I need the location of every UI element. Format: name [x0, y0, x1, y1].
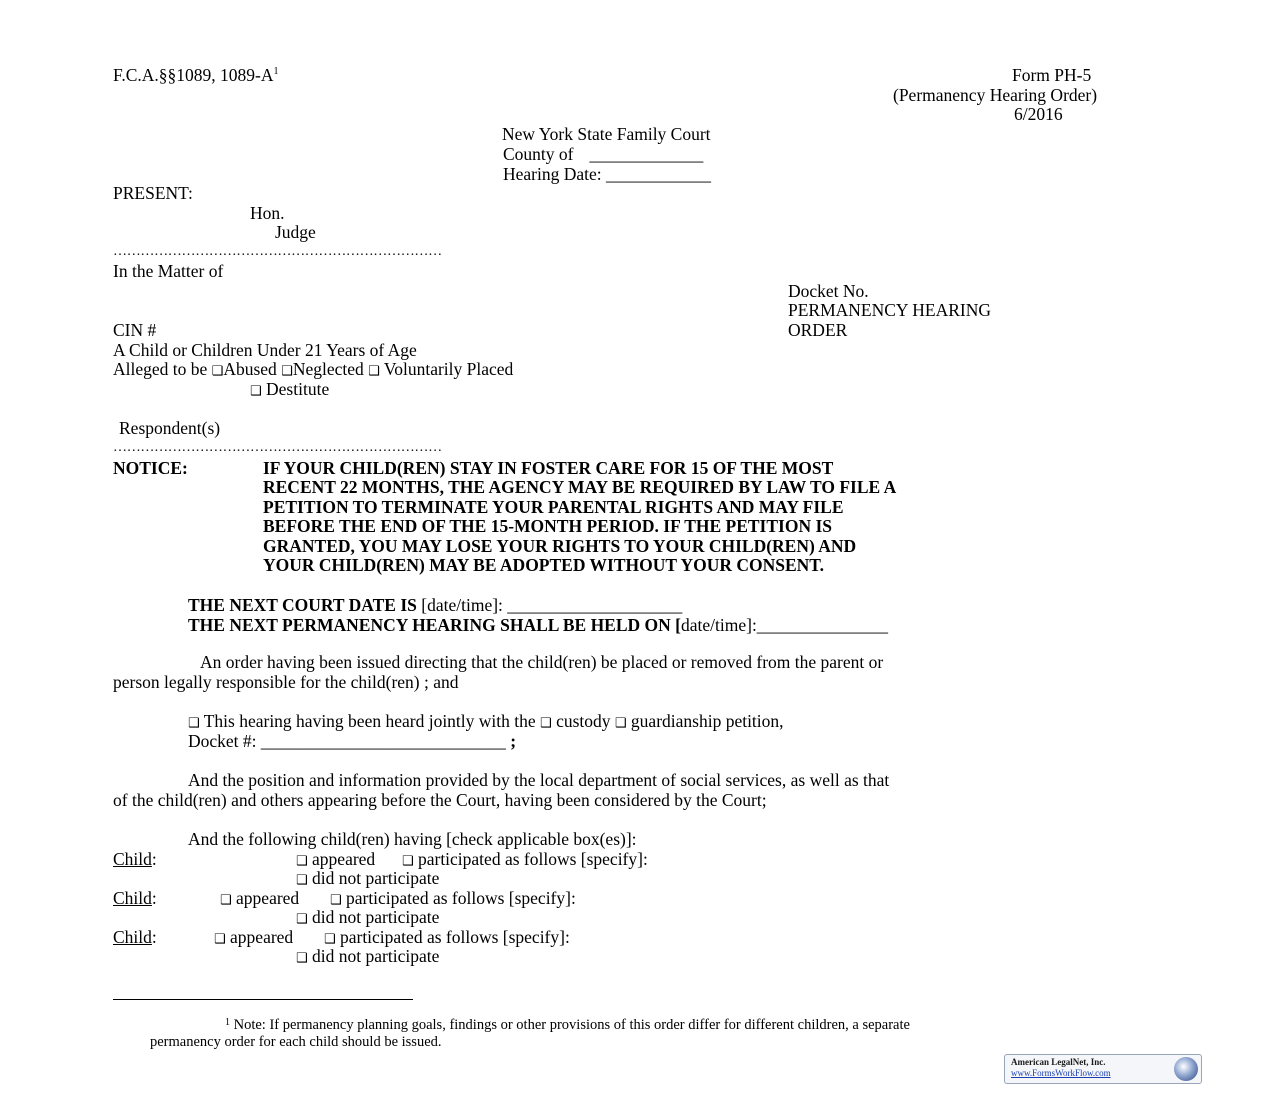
- footnote-text-cont: permanency order for each child should be issued.: [150, 1034, 442, 1050]
- statute-citation: F.C.A.§§1089, $1089-A^1$: [113, 65, 279, 85]
- alleged-line: Alleged to be ❑Abused ❑Neglected ❑ Voluntarily Placed: [113, 359, 514, 379]
- globe-icon: [1174, 1057, 1198, 1081]
- child-did-not-participate: ❑ did not participate: [296, 868, 440, 888]
- form-date: 6/2016: [1014, 104, 1063, 124]
- notice-label: NOTICE:: [113, 458, 188, 478]
- child-label: Child:: [113, 849, 157, 869]
- child-description: A Child or Children Under 21 Years of Age: [113, 340, 417, 360]
- footnote-text: $^1$ Note: If permanency planning goals, findings or other provisions of this order differ for different children, a separate: [225, 1017, 910, 1033]
- checkbox-abused-icon[interactable]: ❑: [211, 364, 224, 379]
- checkbox-joint-icon[interactable]: ❑: [188, 716, 200, 731]
- joint-hearing-line: ❑ This hearing having been heard jointly with the ❑ custody ❑ guardianship petition,: [188, 711, 784, 731]
- next-permanency-date-field[interactable]: date/time]:_______________: [681, 615, 889, 635]
- checkbox-did-not-participate-icon[interactable]: ❑: [296, 873, 308, 888]
- child-did-not-participate: ❑ did not participate: [296, 907, 440, 927]
- following-children: And the following child(ren) having [check applicable box(es)]:: [188, 829, 637, 849]
- american-legalnet-logo[interactable]: [1004, 1054, 1202, 1084]
- notice-line: RECENT 22 MONTHS, THE AGENCY MAY BE REQUIRED BY LAW TO FILE A: [263, 477, 897, 497]
- checkbox-appeared-icon[interactable]: ❑: [214, 932, 226, 947]
- document-title: PERMANENCY HEARING: [788, 300, 992, 320]
- county-field[interactable]: _____________: [589, 144, 704, 164]
- destitute-line: ❑ Destitute: [250, 379, 330, 399]
- cin-label: CIN #: [113, 320, 157, 340]
- hearing-date-line: Hearing Date: ____________: [503, 164, 712, 184]
- child-options: ❑ appeared ❑ participated as follows [specify]:: [220, 888, 576, 908]
- notice-line: GRANTED, YOU MAY LOSE YOUR RIGHTS TO YOUR CHILD(REN) AND: [263, 536, 857, 556]
- logo-url-link[interactable]: www.FormsWorkFlow.com: [1011, 1068, 1111, 1078]
- form-number: Form PH-5: [1012, 65, 1092, 85]
- form-title: (Permanency Hearing Order): [893, 85, 1098, 105]
- document-title-order: ORDER: [788, 320, 848, 340]
- respondent-label: Respondent(s): [119, 418, 221, 438]
- next-court-date-field[interactable]: [date/time]: ____________________: [416, 595, 683, 615]
- checkbox-neglected-icon[interactable]: ❑: [281, 364, 293, 379]
- child-options: ❑ appeared ❑ participated as follows [specify]:: [214, 927, 570, 947]
- court-name: New York State Family Court: [502, 124, 711, 144]
- notice-line: BEFORE THE END OF THE 15-MONTH PERIOD. IF THE PETITION IS: [263, 516, 833, 536]
- docket-label: Docket No.: [788, 281, 869, 301]
- checkbox-participated-icon[interactable]: ❑: [323, 932, 336, 947]
- separator-dots: ………………………………………………………………: [113, 244, 442, 259]
- checkbox-guardianship-icon[interactable]: ❑: [614, 716, 627, 731]
- checkbox-participated-icon[interactable]: ❑: [401, 854, 414, 869]
- checkbox-appeared-icon[interactable]: ❑: [296, 854, 308, 869]
- position-paragraph: And the position and information provided by the local department of social services, as well as that: [188, 770, 890, 790]
- checkbox-voluntary-icon[interactable]: ❑: [368, 364, 380, 379]
- position-paragraph-cont: of the child(ren) and others appearing before the Court, having been considered by the Court;: [113, 790, 767, 810]
- judge-label: Judge: [275, 222, 316, 242]
- notice-line: IF YOUR CHILD(REN) STAY IN FOSTER CARE FOR 15 OF THE MOST: [263, 458, 834, 478]
- footnote-rule: [113, 999, 413, 1000]
- checkbox-appeared-icon[interactable]: ❑: [220, 893, 232, 908]
- checkbox-destitute-icon[interactable]: ❑: [250, 384, 262, 399]
- child-did-not-participate: ❑ did not participate: [296, 946, 440, 966]
- hearing-date-field[interactable]: ____________: [606, 164, 712, 184]
- checkbox-did-not-participate-icon[interactable]: ❑: [296, 951, 308, 966]
- hon-label: Hon.: [250, 203, 285, 223]
- child-label: Child:: [113, 888, 157, 908]
- order-paragraph: An order having been issued directing that the child(ren) be placed or removed from the parent or: [200, 652, 884, 672]
- logo-company-name: American LegalNet, Inc.: [1011, 1057, 1106, 1067]
- checkbox-custody-icon[interactable]: ❑: [540, 716, 552, 731]
- notice-line: YOUR CHILD(REN) MAY BE ADOPTED WITHOUT YOUR CONSENT.: [263, 555, 825, 575]
- present-label: PRESENT:: [113, 183, 193, 203]
- joint-docket-line: Docket #: ____________________________ ;: [188, 731, 517, 751]
- matter-label: In the Matter of: [113, 261, 224, 281]
- next-court-date: THE NEXT COURT DATE IS [date/time]: ____________________: [188, 595, 683, 615]
- order-paragraph-cont: person legally responsible for the child(ren) ; and: [113, 672, 459, 692]
- separator-dots-2: ………………………………………………………………: [113, 440, 442, 455]
- child-options: ❑ appeared ❑ participated as follows [specify]:: [296, 849, 648, 869]
- joint-docket-field[interactable]: ____________________________: [260, 731, 511, 751]
- county-line: County of _____________: [503, 144, 704, 164]
- notice-line: PETITION TO TERMINATE YOUR PARENTAL RIGHTS AND MAY FILE: [263, 497, 844, 517]
- next-permanency-hearing: THE NEXT PERMANENCY HEARING SHALL BE HELD ON [date/time]:_______________: [188, 615, 889, 635]
- checkbox-participated-icon[interactable]: ❑: [329, 893, 342, 908]
- checkbox-did-not-participate-icon[interactable]: ❑: [296, 912, 308, 927]
- child-label: Child:: [113, 927, 157, 947]
